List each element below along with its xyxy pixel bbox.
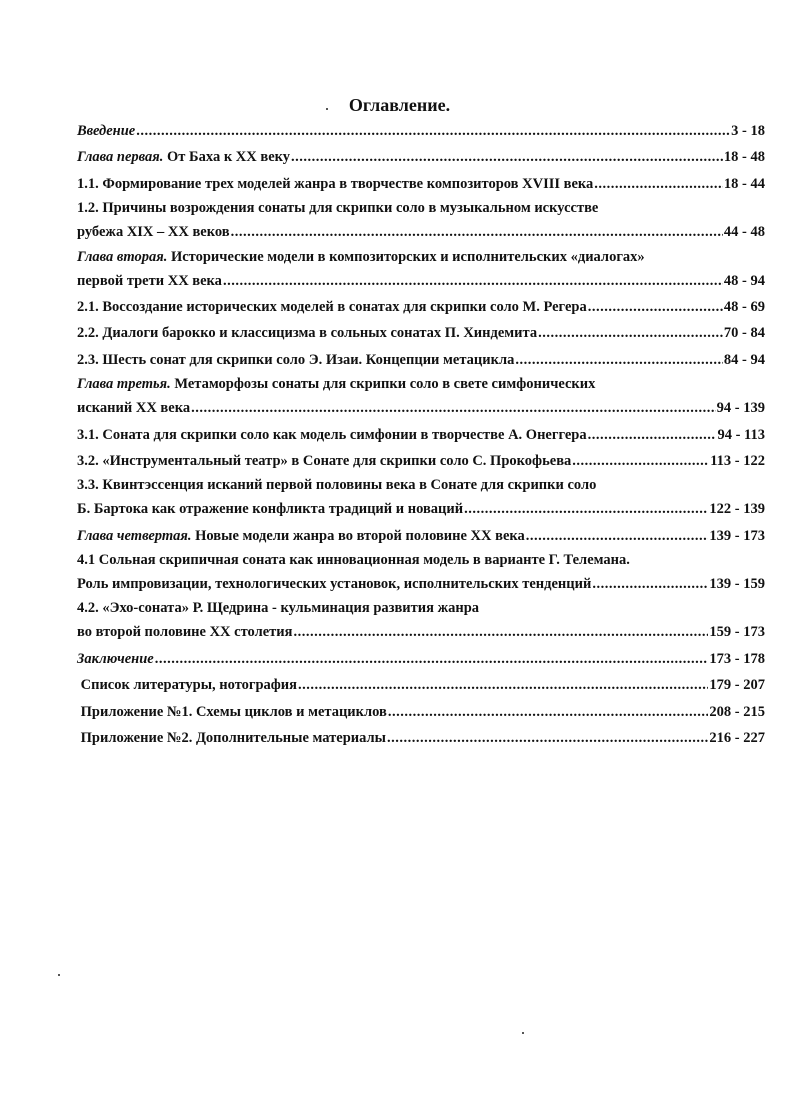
- scan-speck: [326, 108, 328, 110]
- toc-entry-appendix-1: [77, 699, 765, 725]
- toc-entry-4-1: [77, 549, 765, 571]
- scan-speck: [522, 1032, 524, 1034]
- dot-leader: [588, 294, 723, 320]
- page-range: 48 - 69: [723, 298, 765, 315]
- toc-entry-3-1: [77, 422, 765, 448]
- toc-entry-3-3: [77, 474, 765, 496]
- section-title: 3.1. Соната для скрипки соло как модель симфонии в творчестве А. Онеггера: [77, 426, 587, 443]
- page-range: 179 - 207: [709, 677, 765, 694]
- toc-entry-chapter-2: [77, 246, 765, 268]
- dot-leader: [231, 219, 723, 245]
- section-title: 4.1 Сольная скрипичная соната как инновационная модель в варианте Г. Телемана.: [77, 552, 630, 569]
- toc-entry-3-3-cont: [77, 496, 765, 522]
- toc-entry-chapter-3: [77, 373, 765, 395]
- entry-title: Приложение №2. Дополнительные материалы: [80, 730, 386, 747]
- page-range: 3 - 18: [731, 123, 765, 139]
- page-range: 18 - 48: [723, 149, 765, 166]
- dot-leader: [526, 523, 709, 549]
- section-title: 4.2. «Эхо-соната» Р. Щедрина - кульминация развития жанра: [77, 600, 480, 617]
- page-range: 122 - 139: [709, 501, 765, 518]
- toc-entry-literature: [77, 672, 765, 698]
- section-title: 3.3. Квинтэссенция исканий первой половины века в Сонате для скрипки соло: [77, 477, 597, 494]
- dot-leader: [388, 699, 709, 725]
- page-range: 216 - 227: [709, 730, 765, 747]
- toc-entry-introduction: [77, 118, 765, 144]
- page-range: 139 - 173: [709, 527, 765, 544]
- dot-leader: [223, 268, 723, 294]
- page-range: 48 - 94: [723, 272, 765, 289]
- dot-leader: [136, 118, 730, 144]
- toc-entry-chapter-4: [77, 523, 765, 549]
- dot-leader: [588, 422, 717, 448]
- toc-entry-4-2: [77, 597, 765, 619]
- section-title: 1.1. Формирование трех моделей жанра в творчестве композиторов XVIII века: [77, 175, 594, 192]
- page-range: 159 - 173: [709, 624, 765, 641]
- page-range: 113 - 122: [710, 452, 765, 469]
- toc-entry-2-1: [77, 294, 765, 320]
- chapter-title-cont: первой трети XX века: [77, 272, 222, 289]
- page-range: 84 - 94: [723, 351, 765, 368]
- section-title: 2.1. Воссоздание исторических моделей в сонатах для скрипки соло М. Регера: [77, 298, 587, 315]
- page-range: 44 - 48: [723, 224, 765, 241]
- dot-leader: [291, 144, 723, 170]
- toc-entry-2-3: [77, 347, 765, 373]
- chapter-label: Глава четвертая.: [77, 527, 192, 544]
- chapter-label: Глава первая.: [77, 149, 164, 166]
- section-title-cont: во второй половине XX столетия: [77, 624, 293, 641]
- chapter-title: Исторические модели в композиторских и исполнительских «диалогах»: [170, 248, 645, 265]
- toc-entry-4-2-cont: [77, 619, 765, 645]
- entry-title: Приложение №1. Схемы циклов и метациклов: [80, 703, 387, 720]
- dot-leader: [191, 395, 716, 421]
- page-title: Оглавление.: [348, 95, 451, 115]
- toc-entry-4-1-cont: [77, 571, 765, 597]
- entry-label: Введение: [77, 123, 136, 139]
- section-title: 1.2. Причины возрождения сонаты для скрипки соло в музыкальном искусстве: [77, 200, 599, 217]
- dot-leader: [293, 619, 708, 645]
- chapter-label: Глава вторая.: [77, 248, 168, 265]
- section-title-cont: рубежа XIX – XX веков: [77, 224, 230, 241]
- chapter-title: От Баха к XX веку: [167, 149, 291, 166]
- page-range: 173 - 178: [709, 650, 765, 667]
- page-range: 139 - 159: [709, 576, 765, 593]
- toc-entry-appendix-2: [77, 725, 765, 751]
- dot-leader: [155, 646, 709, 672]
- dot-leader: [594, 171, 723, 197]
- dot-leader: [387, 725, 708, 751]
- dot-leader: [515, 347, 723, 373]
- section-title-cont: Роль импровизации, технологических установок, исполнительских тенденций: [77, 576, 592, 593]
- chapter-label: Глава третья.: [77, 376, 171, 393]
- scan-speck: [58, 974, 60, 976]
- section-title: 2.3. Шесть сонат для скрипки соло Э. Изаи. Концепции метацикла: [77, 351, 515, 368]
- dot-leader: [464, 496, 708, 522]
- dot-leader: [538, 320, 723, 346]
- page-range: 18 - 44: [723, 175, 765, 192]
- toc-entry-1-1: [77, 171, 765, 197]
- toc-entry-chapter-2-cont: [77, 268, 765, 294]
- dot-leader: [572, 448, 709, 474]
- dot-leader: [592, 571, 708, 597]
- toc-entry-1-2-cont: [77, 219, 765, 245]
- section-title-cont: Б. Бартока как отражение конфликта традиций и новаций: [77, 501, 464, 518]
- page-range: 70 - 84: [723, 325, 765, 342]
- toc-entry-conclusion: [77, 646, 765, 672]
- dot-leader: [298, 672, 708, 698]
- toc-entry-chapter-3-cont: [77, 395, 765, 421]
- section-title: 3.2. «Инструментальный театр» в Сонате для скрипки соло С. Прокофьева: [77, 452, 572, 469]
- toc-entry-chapter-1: [77, 144, 765, 170]
- page-range: 94 - 139: [716, 400, 765, 417]
- chapter-title: Новые модели жанра во второй половине XX века: [195, 527, 525, 544]
- entry-label: Заключение: [77, 650, 154, 667]
- page-range: 208 - 215: [709, 703, 765, 720]
- page-range: 94 - 113: [717, 426, 765, 443]
- entry-title: Список литературы, нотография: [80, 677, 297, 694]
- chapter-title: Метаморфозы сонаты для скрипки соло в свете симфонических: [174, 376, 596, 393]
- section-title: 2.2. Диалоги барокко и классицизма в сольных сонатах П. Хиндемита: [77, 325, 538, 342]
- table-of-contents: [77, 118, 765, 751]
- toc-entry-1-2: [77, 197, 765, 219]
- toc-entry-2-2: [77, 320, 765, 346]
- chapter-title-cont: исканий XX века: [77, 400, 191, 417]
- toc-entry-3-2: [77, 448, 765, 474]
